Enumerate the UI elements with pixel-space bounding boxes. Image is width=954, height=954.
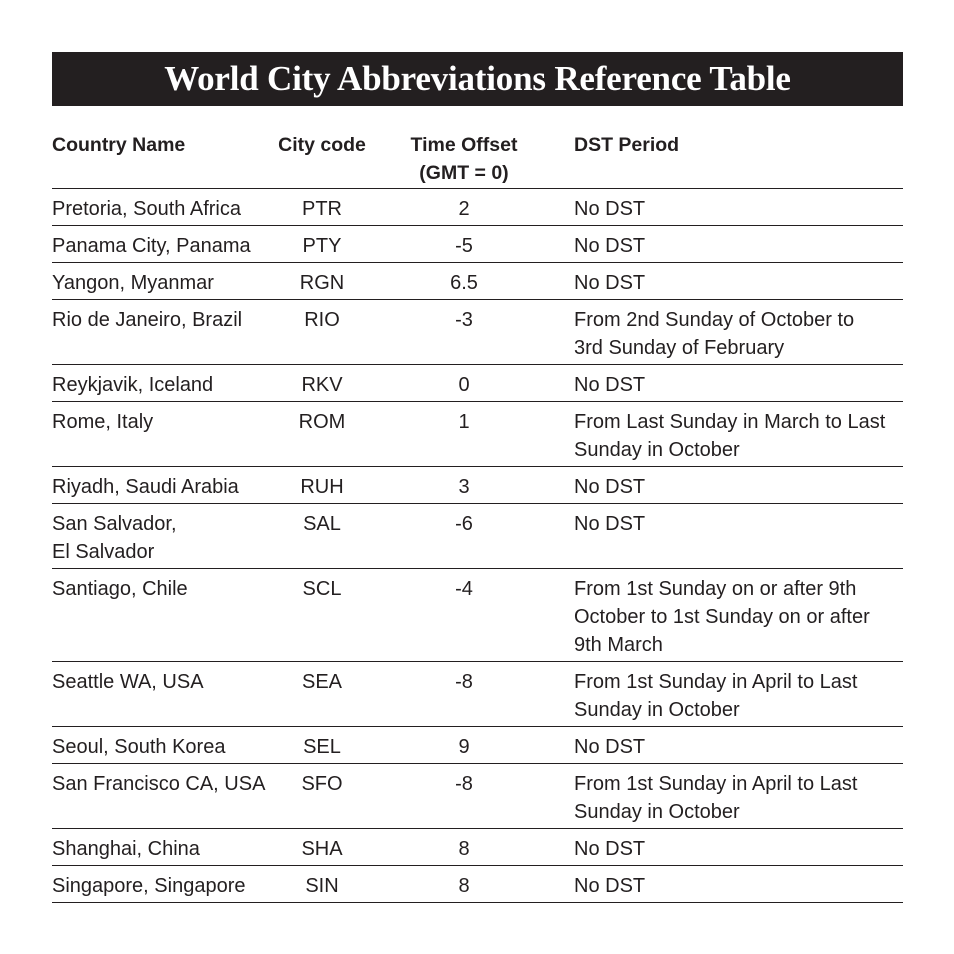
cell-code: SAL (303, 513, 341, 535)
table-row (52, 764, 903, 829)
cell-country: Shanghai, China (52, 838, 200, 860)
cell-code: RUH (300, 476, 344, 498)
cell-dst-line: From Last Sunday in March to Last (574, 411, 886, 433)
cell-dst-line: From 1st Sunday in April to Last (574, 773, 858, 795)
cell-code: SEA (301, 671, 343, 693)
table-row (52, 467, 903, 504)
cell-country: Riyadh, Saudi Arabia (52, 476, 239, 498)
cell-offset: 2 (458, 198, 470, 220)
cell-dst-line: From 1st Sunday on or after 9th (574, 578, 857, 600)
table-row (52, 263, 903, 300)
cell-dst-line: Sunday in October (574, 439, 740, 461)
header-dst: DST Period (574, 134, 680, 156)
cell-offset: -6 (455, 513, 473, 535)
page-title: World City Abbreviations Reference Table (164, 59, 791, 98)
cell-dst: No DST (574, 513, 646, 535)
cell-dst-line: Sunday in October (574, 699, 740, 721)
cell-offset: -8 (455, 671, 473, 693)
cell-code: RGN (299, 272, 345, 294)
cell-dst-line: 9th March (574, 634, 663, 656)
cell-offset: 8 (458, 875, 470, 897)
cell-code: RKV (301, 374, 343, 396)
header-offset (394, 131, 534, 187)
cell-dst-line: Sunday in October (574, 801, 740, 823)
cell-offset: 9 (458, 736, 470, 758)
cell-dst-line: From 2nd Sunday of October to (574, 309, 855, 331)
cell-offset: 8 (458, 838, 470, 860)
cell-code: SEL (303, 736, 341, 758)
table-row (52, 365, 903, 402)
cell-dst: No DST (574, 838, 646, 860)
cell-country: Seoul, South Korea (52, 736, 226, 758)
cell-dst-line: October to 1st Sunday on or after (574, 606, 870, 628)
cell-dst: No DST (574, 875, 646, 897)
cell-dst (574, 770, 903, 826)
cell-dst (574, 408, 903, 464)
cell-code: SHA (301, 838, 343, 860)
title-bar (52, 52, 903, 106)
cell-code: PTY (302, 235, 342, 257)
cell-dst (574, 306, 903, 362)
cell-country-line: San Salvador, (52, 513, 177, 535)
cell-country: Pretoria, South Africa (52, 198, 241, 220)
table-row (52, 189, 903, 226)
cell-country: Panama City, Panama (52, 235, 251, 257)
cell-country: Santiago, Chile (52, 578, 188, 600)
table-row (52, 727, 903, 764)
table-row (52, 402, 903, 467)
cell-dst: No DST (574, 198, 646, 220)
cell-code: SIN (305, 875, 339, 897)
table-row (52, 300, 903, 365)
cell-country: Seattle WA, USA (52, 671, 204, 693)
cell-code: ROM (298, 411, 346, 433)
cell-country: San Francisco CA, USA (52, 773, 266, 795)
cell-dst: No DST (574, 235, 646, 257)
cell-dst (574, 575, 903, 659)
header-country: Country Name (52, 134, 186, 156)
cell-country: Yangon, Myanmar (52, 272, 214, 294)
city-table (52, 131, 903, 903)
table-row (52, 829, 903, 866)
cell-offset: -3 (455, 309, 473, 331)
cell-dst (574, 668, 903, 724)
cell-country (52, 510, 267, 566)
cell-offset: 6.5 (450, 272, 478, 294)
cell-country: Singapore, Singapore (52, 875, 246, 897)
cell-code: SCL (302, 578, 342, 600)
table-row (52, 569, 903, 662)
cell-code: PTR (302, 198, 342, 220)
cell-offset: 1 (458, 411, 470, 433)
header-code: City code (278, 134, 366, 156)
cell-dst: No DST (574, 272, 646, 294)
header-offset-line2: (GMT = 0) (419, 162, 509, 184)
cell-code: SFO (301, 773, 343, 795)
table-header (52, 131, 903, 189)
cell-offset: -4 (455, 578, 473, 600)
cell-country-line: El Salvador (52, 541, 155, 563)
table-row (52, 662, 903, 727)
cell-country: Reykjavik, Iceland (52, 374, 214, 396)
cell-dst: No DST (574, 476, 646, 498)
cell-dst: No DST (574, 374, 646, 396)
cell-dst-line: 3rd Sunday of February (574, 337, 785, 359)
cell-country: Rio de Janeiro, Brazil (52, 309, 243, 331)
cell-dst: No DST (574, 736, 646, 758)
cell-dst-line: From 1st Sunday in April to Last (574, 671, 858, 693)
cell-offset: 3 (458, 476, 470, 498)
cell-offset: 0 (458, 374, 470, 396)
cell-code: RIO (304, 309, 340, 331)
cell-offset: -5 (455, 235, 473, 257)
table-row (52, 866, 903, 903)
table-row (52, 226, 903, 263)
cell-offset: -8 (455, 773, 473, 795)
table-row (52, 504, 903, 569)
cell-country: Rome, Italy (52, 411, 154, 433)
header-offset-line1: Time Offset (410, 134, 518, 156)
